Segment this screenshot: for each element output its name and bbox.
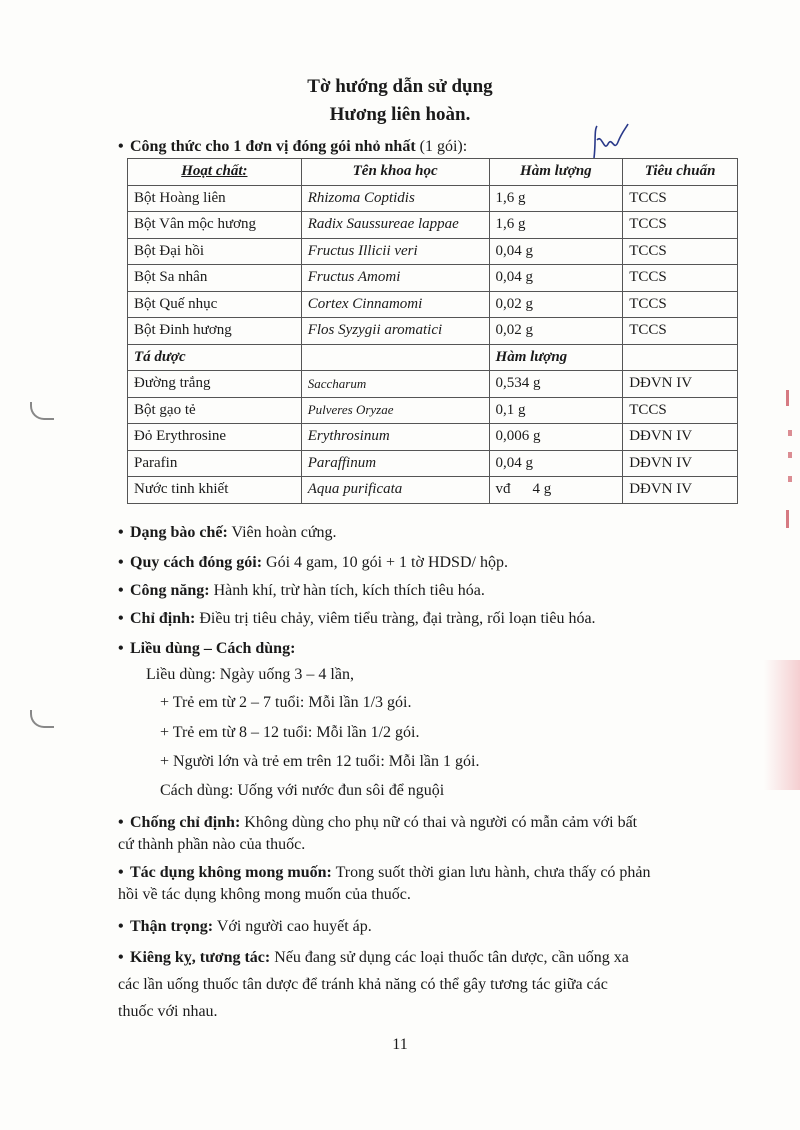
cell-std: TCCS <box>623 291 738 318</box>
cell-name: Bột Vân mộc hương <box>128 212 302 239</box>
section-text: Nếu đang sử dụng các loại thuốc tân dược, cần uống xa <box>274 949 629 966</box>
page-number: 11 <box>392 1036 408 1053</box>
section-text: Điều trị tiêu chảy, viêm tiểu tràng, đại tràng, rối loạn tiêu hóa. <box>199 610 596 627</box>
cell-sci: Radix Saussureae lappae <box>301 212 489 239</box>
cell-name: Bột Đinh hương <box>128 318 302 345</box>
table-row <box>128 265 738 292</box>
bullet-icon: • <box>118 949 124 966</box>
bullet-icon: • <box>118 138 124 155</box>
cell-name: Bột Sa nhân <box>128 265 302 292</box>
cell-std: DĐVN IV <box>623 371 738 398</box>
table-row <box>128 424 738 451</box>
cell-amount: 1,6 g <box>489 212 623 239</box>
function <box>118 580 743 602</box>
stamp-edge-icon <box>764 660 800 790</box>
bullet-icon: • <box>118 524 124 541</box>
cell-sci: Pulveres Oryzae <box>301 397 489 424</box>
excipient-amount-label: Hàm lượng <box>489 344 623 371</box>
section-label: Tác dụng không mong muốn: <box>130 864 332 881</box>
table-row <box>128 371 738 398</box>
cell-name: Bột Hoàng liên <box>128 185 302 212</box>
section-label: Công năng: <box>130 582 210 599</box>
cell-sci: Aqua purificata <box>301 477 489 504</box>
cell-sci: Fructus Illicii veri <box>301 238 489 265</box>
section-text: hồi về tác dụng không mong muốn của thuốc. <box>118 886 411 903</box>
cell-sci: Cortex Cinnamomi <box>301 291 489 318</box>
amount-value: 4 g <box>532 481 552 498</box>
cell-name: Đỏ Erythrosine <box>128 424 302 451</box>
table-row <box>128 185 738 212</box>
cell-name: Nước tinh khiết <box>128 477 302 504</box>
cell-amount: 0,1 g <box>489 397 623 424</box>
dosage-line: + Trẻ em từ 2 – 7 tuổi: Mỗi lần 1/3 gói. <box>160 694 412 711</box>
bullet-icon: • <box>118 918 124 935</box>
cell-std: TCCS <box>623 238 738 265</box>
side-effects <box>118 862 743 906</box>
dosage-line: Liều dùng: Ngày uống 3 – 4 lần, <box>146 666 354 683</box>
dosage-form <box>118 522 743 544</box>
cell-amount: 0,02 g <box>489 291 623 318</box>
cell-sci: Rhizoma Coptidis <box>301 185 489 212</box>
cell-std: TCCS <box>623 397 738 424</box>
bullet-icon: • <box>118 640 124 657</box>
cell-std: DĐVN IV <box>623 450 738 477</box>
cell-amount: 0,006 g <box>489 424 623 451</box>
section-text: Hành khí, trừ hàn tích, kích thích tiêu hóa. <box>213 582 485 599</box>
formula-suffix: (1 gói): <box>419 138 468 155</box>
bullet-icon: • <box>118 610 124 627</box>
excipient-label: Tá dược <box>128 344 302 371</box>
section-label: Chống chỉ định: <box>130 814 241 831</box>
cell-name: Bột gạo tẻ <box>128 397 302 424</box>
cell-sci: Saccharum <box>301 371 489 398</box>
cell-sci: Erythrosinum <box>301 424 489 451</box>
excipient-header-row <box>128 344 738 371</box>
cell-std: DĐVN IV <box>623 424 738 451</box>
cell-empty <box>623 344 738 371</box>
cell-amount: 1,6 g <box>489 185 623 212</box>
cell-std: TCCS <box>623 212 738 239</box>
cell-amount: 0,04 g <box>489 450 623 477</box>
punch-hole-icon <box>30 402 54 420</box>
table-row <box>128 397 738 424</box>
cell-std: TCCS <box>623 265 738 292</box>
header-scientific: Tên khoa học <box>301 159 489 186</box>
bullet-icon: • <box>118 582 124 599</box>
section-label: Liều dùng – Cách dùng: <box>130 640 296 657</box>
formula-label: Công thức cho 1 đơn vị đóng gói nhỏ nhất <box>130 138 416 155</box>
cell-name: Bột Đại hồi <box>128 238 302 265</box>
table-row <box>128 238 738 265</box>
section-text: Viên hoàn cứng. <box>231 524 337 541</box>
section-text: cứ thành phần nào của thuốc. <box>118 836 306 853</box>
doc-title: Tờ hướng dẫn sử dụng <box>307 76 493 97</box>
product-name: Hương liên hoàn. <box>329 104 471 125</box>
section-label: Dạng bào chế: <box>130 524 228 541</box>
section-label: Chỉ định: <box>130 610 196 627</box>
cell-name: Đường trắng <box>128 371 302 398</box>
header-active: Hoạt chất: <box>128 159 302 186</box>
amount-prefix: vđ <box>495 481 511 498</box>
dosage-heading <box>118 638 743 660</box>
cell-std: TCCS <box>623 318 738 345</box>
cell-empty <box>301 344 489 371</box>
section-label: Quy cách đóng gói: <box>130 554 263 571</box>
dosage-line: + Người lớn và trẻ em trên 12 tuổi: Mỗi lần 1 gói. <box>160 753 480 770</box>
header-amount: Hàm lượng <box>489 159 623 186</box>
punch-hole-icon <box>30 710 54 728</box>
cell-amount: 0,04 g <box>489 265 623 292</box>
bullet-icon: • <box>118 814 124 831</box>
contraindication <box>118 812 743 856</box>
caution <box>118 916 743 938</box>
cell-amount: 0,02 g <box>489 318 623 345</box>
header-standard: Tiêu chuẩn <box>623 159 738 186</box>
cell-amount: 0,534 g <box>489 371 623 398</box>
bullet-icon: • <box>118 554 124 571</box>
section-label: Thận trọng: <box>130 918 214 935</box>
section-text: Gói 4 gam, 10 gói + 1 tờ HDSD/ hộp. <box>266 554 508 571</box>
cell-std: TCCS <box>623 185 738 212</box>
table-header-row <box>128 159 738 186</box>
table-row <box>128 450 738 477</box>
section-text: Với người cao huyết áp. <box>216 918 372 935</box>
dosage-line: + Trẻ em từ 8 – 12 tuổi: Mỗi lần 1/2 gói. <box>160 724 420 741</box>
packaging <box>118 552 743 574</box>
section-text: các lần uống thuốc tân dược để tránh khả năng có thể gây tương tác giữa các <box>118 976 608 993</box>
cell-name: Parafin <box>128 450 302 477</box>
cell-sci: Paraffinum <box>301 450 489 477</box>
indication <box>118 608 743 630</box>
edge-marks-icon <box>780 380 798 540</box>
cell-name: Bột Quế nhục <box>128 291 302 318</box>
cell-amount: 0,04 g <box>489 238 623 265</box>
interactions <box>118 944 743 1025</box>
cell-sci: Flos Syzygii aromatici <box>301 318 489 345</box>
table-row <box>128 291 738 318</box>
cell-sci: Fructus Amomi <box>301 265 489 292</box>
section-text: Trong suốt thời gian lưu hành, chưa thấy có phản <box>335 864 651 881</box>
composition-table <box>127 158 738 504</box>
table-row <box>128 212 738 239</box>
section-text: thuốc với nhau. <box>118 1003 218 1020</box>
section-label: Kiêng kỵ, tương tác: <box>130 949 271 966</box>
cell-std: DĐVN IV <box>623 477 738 504</box>
table-row <box>128 477 738 504</box>
section-text: Không dùng cho phụ nữ có thai và người có mẫn cảm với bất <box>244 814 638 831</box>
cell-amount <box>489 477 623 504</box>
dosage-line: Cách dùng: Uống với nước đun sôi để nguội <box>160 782 445 799</box>
bullet-icon: • <box>118 864 124 881</box>
table-row <box>128 318 738 345</box>
